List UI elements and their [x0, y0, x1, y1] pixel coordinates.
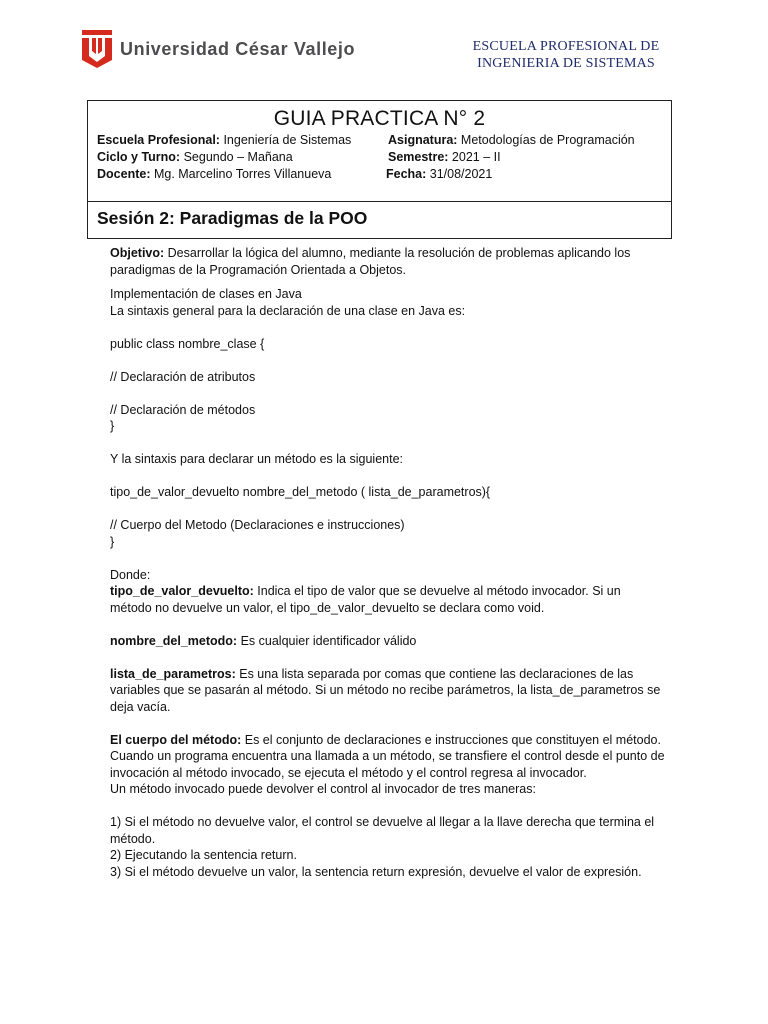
impl-text: La sintaxis general para la declaración de una clase en Java es:	[110, 303, 466, 318]
escuela-label: Escuela Profesional:	[97, 133, 220, 147]
fecha-label: Fecha:	[386, 167, 427, 181]
code-line-close-method: }	[110, 534, 115, 549]
nombre-text: Es cualquier identificador válido	[237, 633, 417, 648]
lista-text: Es una lista separada por comas que contiene las declaraciones de las variables que se pasarán al método. Si un método no recibe parámetros, la lista_de_parametros se deja vacía.	[110, 666, 661, 714]
tipo-text: Indica el tipo de valor que se devuelve al método invocador. Si un método no devuelve un valor, el tipo_de_valor_devuelto se declara como void.	[110, 584, 621, 615]
tipo-label: tipo_de_valor_devuelto:	[110, 584, 254, 598]
asignatura-label: Asignatura:	[388, 133, 458, 147]
objetivo-label: Objetivo:	[110, 246, 165, 260]
guide-content	[110, 245, 665, 880]
nombre-label: nombre_del_metodo:	[110, 633, 238, 648]
devolver-text: Un método invocado puede devolver el control al invocador de tres maneras:	[110, 782, 536, 796]
escuela-value: Ingeniería de Sistemas	[219, 133, 352, 147]
guide-header-box	[87, 100, 672, 239]
objetivo-text: Desarrollar la lógica del alumno, mediante la resolución de problemas aplicando los paradigmas de la Programación Orientada a Objetos.	[110, 246, 631, 277]
list-item-2: 2) Ejecutando la sentencia return.	[110, 848, 297, 862]
donde-label: Donde:	[110, 567, 151, 582]
list-item-1: 1) Si el método no devuelve valor, el control se devuelve al llegar a la llave derecha que termina el método.	[110, 815, 655, 846]
info-row-3	[97, 167, 493, 181]
university-logo	[82, 30, 355, 68]
logo-text: Universidad César Vallejo	[120, 38, 356, 59]
code-line-close-class: }	[110, 419, 115, 433]
school-line-2: INGENIERIA DE SISTEMAS	[477, 56, 655, 71]
info-row-2	[97, 150, 501, 164]
impl-heading: Implementación de clases en Java	[110, 287, 302, 301]
lista-label: lista_de_parametros:	[110, 666, 236, 681]
metodo-intro: Y la sintaxis para declarar un método es la siguiente:	[110, 452, 403, 466]
school-line-1: ESCUELA PROFESIONAL DE	[472, 39, 660, 54]
tipo-paragraph	[110, 583, 665, 616]
school-heading	[446, 38, 686, 72]
ucv-logo-icon	[82, 30, 112, 68]
asignatura-value: Metodologías de Programación	[457, 133, 635, 147]
code-line-method-signature: tipo_de_valor_devuelto nombre_del_metodo ( lista_de_parametros){	[110, 485, 491, 499]
code-line-attributes: // Declaración de atributos	[110, 369, 256, 384]
fecha-value: 31/08/2021	[426, 167, 493, 181]
info-row-1	[97, 133, 635, 147]
session-title: Sesión 2: Paradigmas de la POO	[97, 208, 368, 228]
cuerpo-paragraph	[110, 732, 665, 782]
lista-paragraph	[110, 666, 665, 716]
ciclo-value: Segundo – Mañana	[180, 150, 293, 164]
objetivo-paragraph	[110, 245, 665, 278]
docente-label: Docente:	[97, 167, 151, 181]
semestre-label: Semestre:	[388, 150, 449, 164]
docente-value: Mg. Marcelino Torres Villanueva	[150, 167, 332, 181]
cuerpo-label: El cuerpo del método:	[110, 732, 242, 747]
code-line-method-body: // Cuerpo del Metodo (Declaraciones e instrucciones)	[110, 518, 405, 532]
cuerpo-text: Es el conjunto de declaraciones e instrucciones que constituyen el método. Cuando un programa encuentra una llamada a un método, se transfiere el control desde el punto de invocación al método invocado, se ejecuta el método y el control regresa al invocador.	[110, 732, 665, 780]
list-item-3: 3) Si el método devuelve un valor, la sentencia return expresión, devuelve el valor de expresión.	[110, 864, 642, 879]
guide-title: GUIA PRACTICA N° 2	[273, 107, 486, 130]
nombre-paragraph	[110, 633, 665, 650]
semestre-value: 2021 – II	[448, 150, 501, 164]
code-line-methods: // Declaración de métodos	[110, 402, 256, 417]
code-line-class: public class nombre_clase {	[110, 336, 265, 351]
header-divider	[88, 201, 671, 202]
ciclo-label: Ciclo y Turno:	[97, 150, 181, 164]
